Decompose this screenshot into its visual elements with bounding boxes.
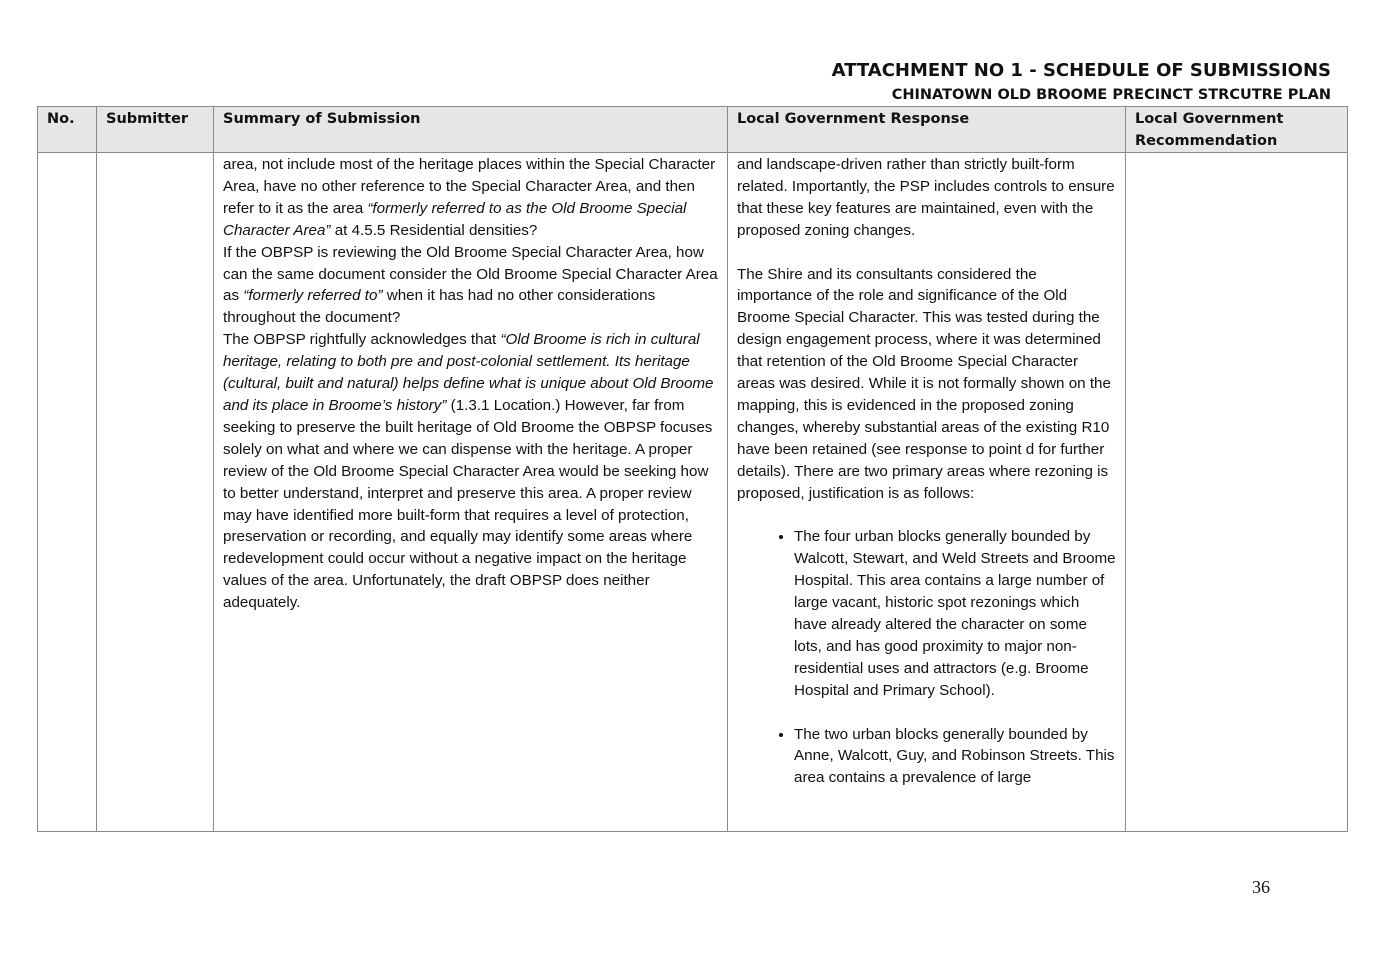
summary-text: at 4.5.5 Residential densities? bbox=[330, 221, 538, 239]
summary-quote: “formerly referred to” bbox=[243, 287, 383, 305]
column-header-submitter: Submitter bbox=[97, 107, 214, 153]
column-header-summary: Summary of Submission bbox=[214, 107, 728, 153]
summary-quote: “Old Broome is rich in cultural heritage, relating to both pre and post-colonial settlement. Its heritage (cultural, built and natural) helps define what is unique about Old Broome and its place in Broome’s history” bbox=[223, 331, 714, 414]
table-header bbox=[38, 107, 1348, 153]
list-item: • The two urban blocks generally bounded by Anne, Walcott, Guy, and Robinson Streets. This area contains a prevalence of large bbox=[794, 724, 1116, 790]
list-item: • The four urban blocks generally bounded by Walcott, Stewart, and Weld Streets and Broome Hospital. This area contains a large number of large vacant, historic spot rezonings which have already altered the character on some lots, and has good proximity to major non-residential uses and attractors (e.g. Broome Hospital and Primary School). bbox=[794, 526, 1116, 701]
cell-no bbox=[38, 153, 97, 832]
summary-paragraph bbox=[223, 242, 718, 330]
cell-response bbox=[728, 153, 1126, 832]
response-paragraph: and landscape-driven rather than strictly built-form related. Importantly, the PSP includes controls to ensure that these key features are maintained, even with the proposed zoning changes. bbox=[737, 156, 1115, 239]
summary-text: If the OBPSP is reviewing the Old Broome Special Character Area, how can the same document consider the Old Broome Special Character Area as bbox=[223, 243, 718, 305]
cell-submitter bbox=[97, 153, 214, 832]
response-bullet-list bbox=[737, 526, 1116, 789]
document-subtitle: CHINATOWN OLD BROOME PRECINCT STRCUTRE PLAN bbox=[891, 87, 1331, 103]
table-row bbox=[38, 153, 1348, 832]
summary-paragraph bbox=[223, 329, 718, 614]
summary-quote: “formerly referred to as the Old Broome Special Character Area” bbox=[223, 199, 687, 239]
column-header-no: No. bbox=[38, 107, 97, 153]
column-header-recommendation: Local Government Recommendation bbox=[1126, 107, 1348, 153]
summary-text: when it has had no other considerations throughout the document? bbox=[223, 287, 656, 327]
column-header-response: Local Government Response bbox=[728, 107, 1126, 153]
submissions-table bbox=[37, 106, 1348, 832]
cell-recommendation bbox=[1126, 153, 1348, 832]
summary-text: area, not include most of the heritage places within the Special Character Area, have no other reference to the Special Character Area, and then refer to it as the area bbox=[223, 156, 716, 217]
response-paragraph: The Shire and its consultants considered the importance of the role and significance of the Old Broome Special Character. This was tested during the design engagement process, where it was determined that retention of the Old Broome Special Character areas was desired. While it is not formally shown on the mapping, this is evidenced in the proposed zoning changes, whereby substantial areas of the existing R10 have been retained (see response to point d for further details). There are two primary areas where rezoning is proposed, justification is as follows: bbox=[737, 265, 1111, 502]
header-row bbox=[38, 107, 1348, 153]
summary-paragraph bbox=[223, 154, 718, 242]
cell-summary bbox=[214, 153, 728, 832]
summary-text: The OBPSP rightfully acknowledges that bbox=[223, 331, 501, 349]
summary-text: (1.3.1 Location.) However, far from seeking to preserve the built heritage of Old Broome the OBPSP focuses solely on what and where we can dispense with the heritage. A proper review of the Old Broome Special Character Area would be seeking how to better understand, interpret and preserve this area. A proper review may have identified more built-form that requires a level of protection, preservation or recording, and equally may identify some areas where redevelopment could occur without a negative impact on the heritage values of the area. Unfortunately, the draft OBPSP does neither adequately. bbox=[223, 396, 713, 612]
page-number: 36 bbox=[1252, 877, 1270, 897]
document-title: ATTACHMENT NO 1 - SCHEDULE OF SUBMISSIONS bbox=[831, 60, 1331, 81]
